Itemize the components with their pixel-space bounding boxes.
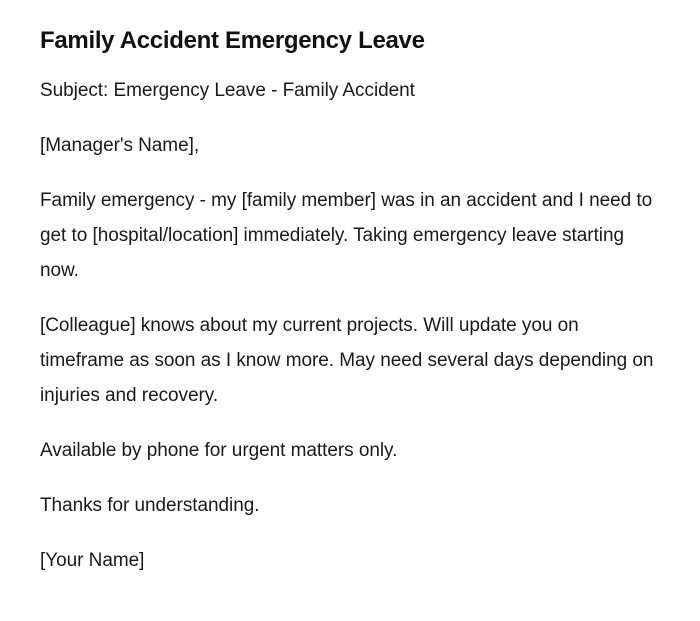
closing-line: Thanks for understanding. [40, 495, 260, 516]
body-paragraph-handover: [Colleague] knows about my current projects. Will update you on timeframe as soon as I know more. May need several days depending on injuries and recovery. [40, 315, 654, 406]
salutation: [Manager's Name], [40, 135, 200, 156]
body-paragraph-availability: Available by phone for urgent matters only. [40, 440, 398, 461]
document-title: Family Accident Emergency Leave [40, 27, 425, 54]
body-paragraph-emergency: Family emergency - my [family member] was in an accident and I need to get to [hospital/location] immediately. Taking emergency leave starting now. [40, 190, 653, 281]
subject-line: Subject: Emergency Leave - Family Accident [40, 80, 415, 101]
signature: [Your Name] [40, 550, 145, 571]
